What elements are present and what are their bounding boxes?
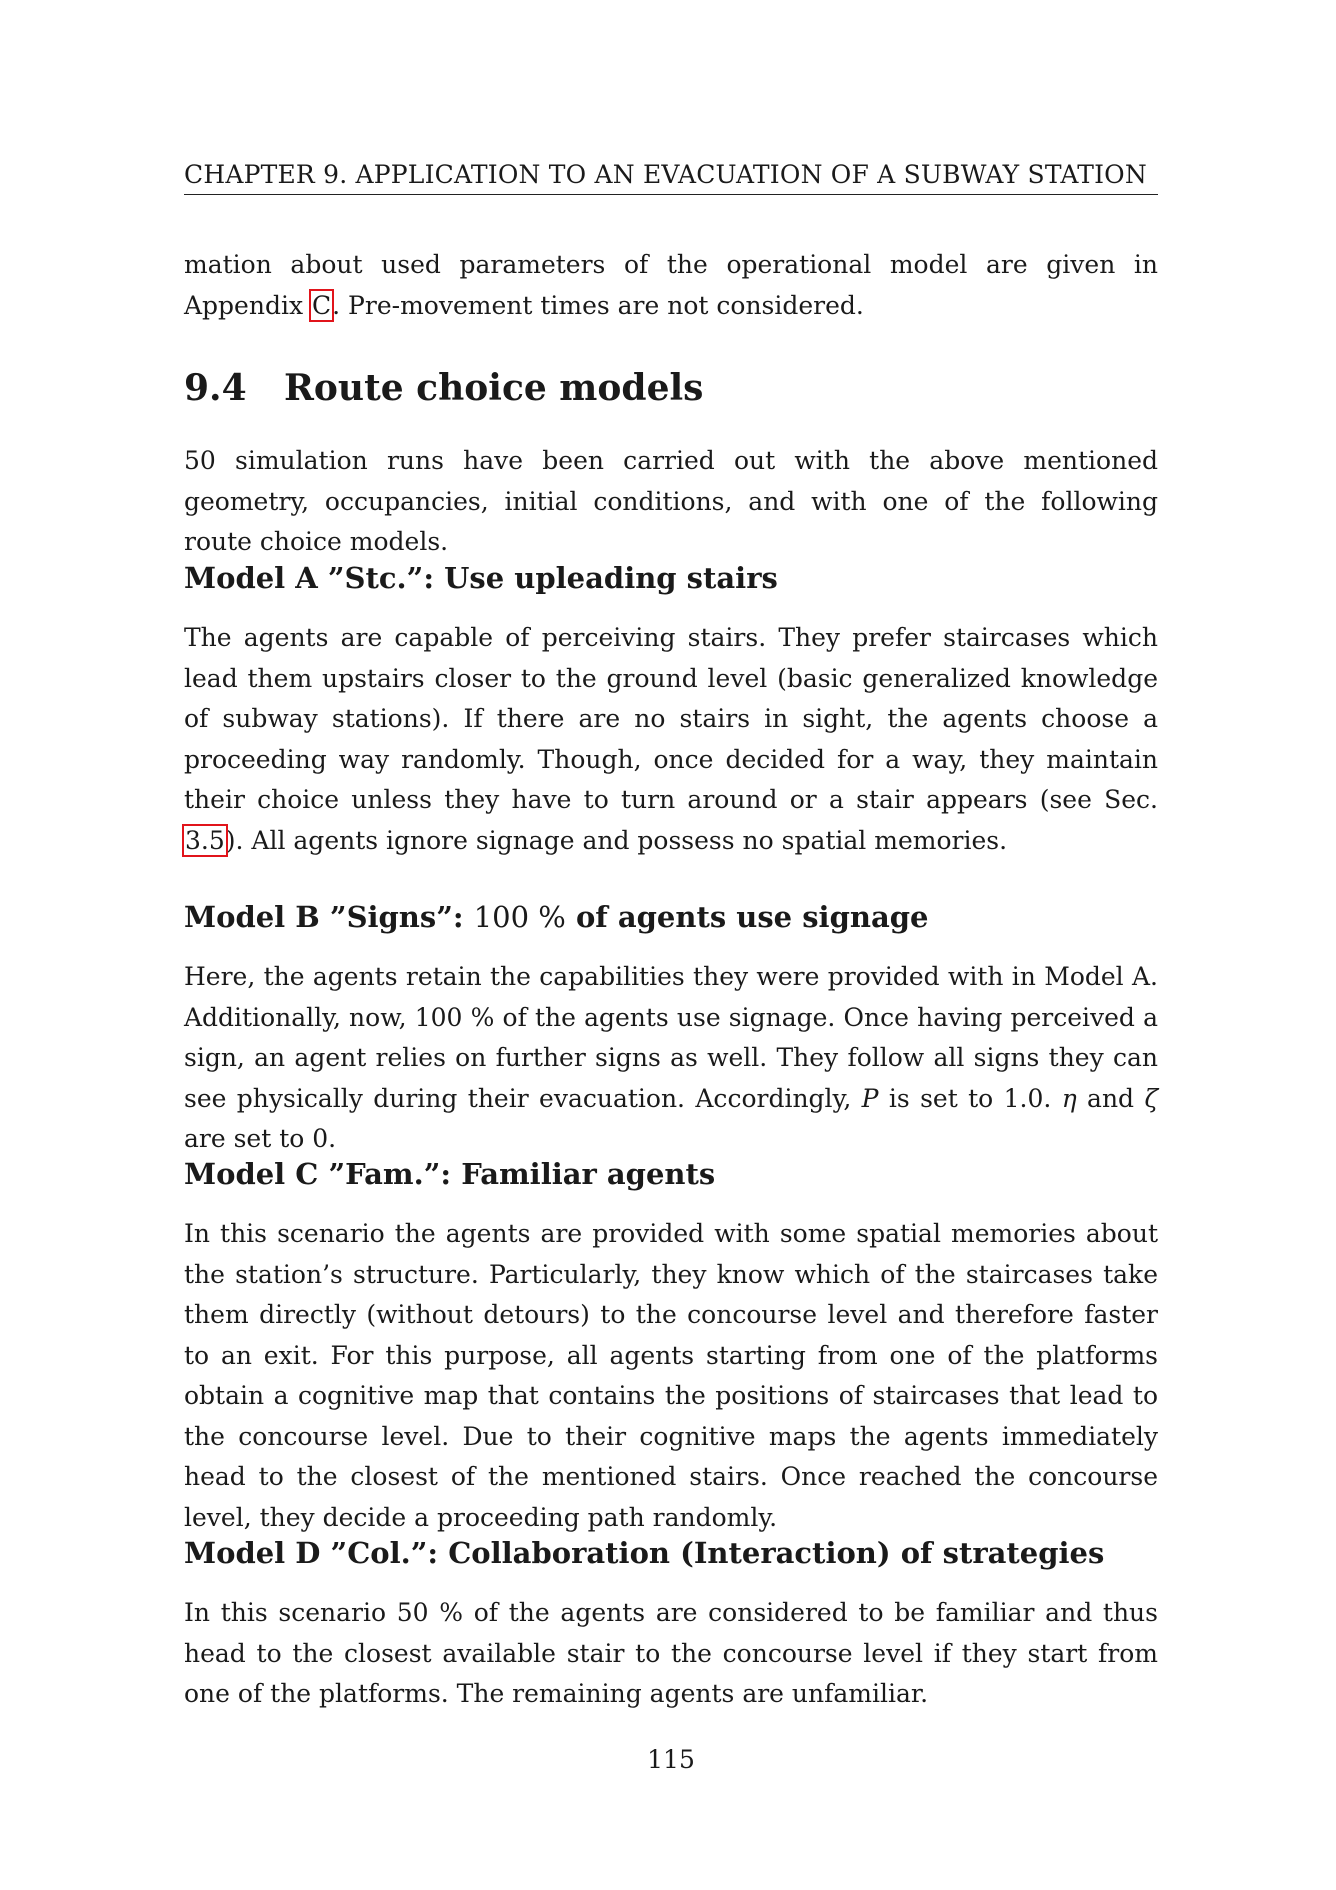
model-a-paragraph [184, 618, 1158, 861]
model-b-heading-block [184, 898, 1158, 936]
model-b-paragraph [184, 957, 1158, 1160]
model-c-paragraph [184, 1214, 1158, 1538]
model-a-heading: Model A ”Stc.”: Use upleading stairs [184, 561, 778, 595]
section-paragraph [184, 441, 1158, 563]
model-c-heading-block [184, 1155, 1158, 1193]
page-number: 115 [647, 1745, 695, 1774]
model-a-heading-block [184, 559, 1158, 597]
appendix-c-link[interactable]: C [312, 290, 332, 320]
model-d-heading: Model D ”Col.”: Collaboration (Interaction) of strategies [184, 1536, 1105, 1570]
symbol-zeta: ζ [1144, 1083, 1158, 1113]
page [184, 0, 1158, 1890]
section-3-5-link[interactable]: 3.5 [185, 825, 225, 855]
intro-text-start: mation about used parameters of the operational model are given in Appendix [184, 250, 1158, 320]
model-a-text-end: ). All agents ignore signage and possess no spatial memories. [225, 825, 1008, 855]
model-b-text-4: are set to 0. [184, 1124, 337, 1153]
intro-paragraph [184, 245, 1158, 326]
model-b-text-3: and [1076, 1083, 1145, 1113]
symbol-eta: η [1061, 1083, 1077, 1113]
symbol-p: P [861, 1083, 879, 1113]
model-b-heading-pct: 100 % [473, 900, 566, 934]
model-c-heading: Model C ”Fam.”: Familiar agents [184, 1157, 716, 1191]
model-b-heading-post: of agents use signage [565, 900, 929, 934]
model-d-paragraph [184, 1593, 1158, 1715]
intro-text-end: . Pre-movement times are not considered. [332, 290, 864, 320]
model-d-heading-block [184, 1534, 1158, 1572]
section-title: Route choice models [284, 367, 704, 409]
running-head: CHAPTER 9. APPLICATION TO AN EVACUATION OF A SUBWAY STATION [184, 158, 1158, 195]
section-number: 9.4 [184, 367, 247, 409]
model-b-text-2: is set to 1.0. [878, 1083, 1062, 1113]
model-b-text-1: Here, the agents retain the capabilities they were provided with in Model A. Additionally, now, 100 % of the agents use signage. Once having perceived a sign, an agent relies on further signs as well. They follow all signs they can see physically during their evacuation. Accordingly, [184, 962, 1158, 1113]
model-a-text-start: The agents are capable of perceiving stairs. They prefer staircases which lead them upstairs closer to the ground level (basic generalized knowledge of subway stations). If there are no stairs in sight, the agents choose a proceeding way randomly. Though, once decided for a way, they maintain their choice unless they have to turn around or a stair appears (see Sec. [184, 623, 1158, 814]
model-c-text: In this scenario the agents are provided with some spatial memories about the station’s structure. Particularly, they know which of the staircases take them directly (without detours) to the concourse level and therefore faster to an exit. For this purpose, all agents starting from one of the platforms obtain a cognitive map that contains the positions of staircases that lead to the concourse level. Due to their cognitive maps the agents immediately head to the closest of the mentioned stairs. Once reached the concourse level, they decide a proceeding path randomly. [184, 1219, 1158, 1532]
model-b-heading [184, 898, 1158, 936]
section-heading [184, 366, 1158, 410]
model-b-heading-pre: Model B ”Signs”: [184, 900, 474, 934]
section-intro-text: 50 simulation runs have been carried out with the above mentioned geometry, occupancies, initial conditions, and with one of the following route choice models. [184, 446, 1158, 556]
model-d-text: In this scenario 50 % of the agents are considered to be familiar and thus head to the closest available stair to the concourse level if they start from one of the platforms. The remaining agents are unfamiliar. [184, 1598, 1158, 1708]
